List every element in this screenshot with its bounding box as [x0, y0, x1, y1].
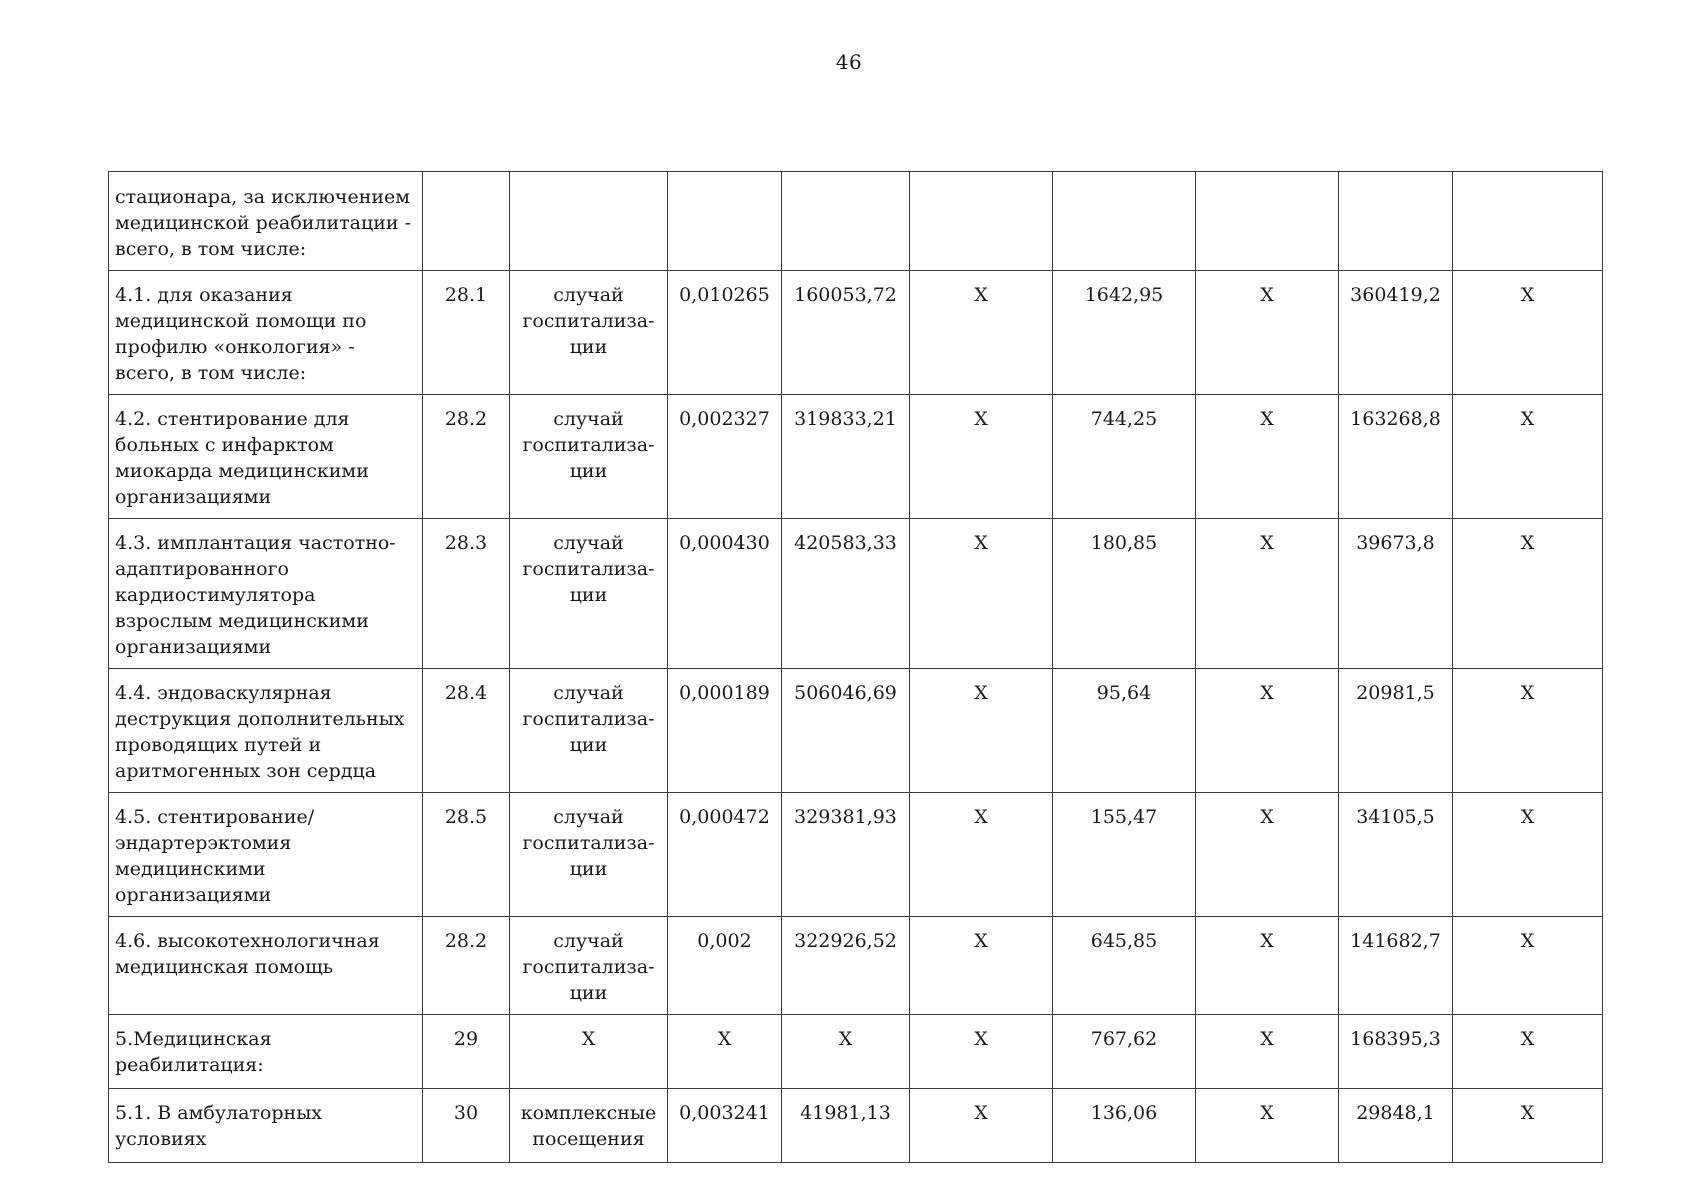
value-cell: Х: [1196, 1015, 1339, 1089]
line-number-cell: 29: [423, 1015, 510, 1089]
value-cell: 163268,8: [1339, 395, 1453, 519]
row-name-cell: 4.1. для оказания медицинской помощи по профилю «онкология» - всего, в том числе:: [109, 271, 423, 395]
value-cell: Х: [910, 793, 1053, 917]
value-cell: [910, 172, 1053, 271]
table-row: [109, 793, 1603, 917]
unit-cell: случай госпитализа-ции: [510, 793, 668, 917]
row-name-cell: 4.4. эндоваскулярная деструкция дополнительных проводящих путей и аритмогенных зон сердца: [109, 669, 423, 793]
value-cell: 155,47: [1053, 793, 1196, 917]
line-number-cell: 28.2: [423, 917, 510, 1015]
line-number-cell: [423, 172, 510, 271]
value-cell: 744,25: [1053, 395, 1196, 519]
value-cell: Х: [910, 917, 1053, 1015]
norm-cost-cell: 329381,93: [782, 793, 910, 917]
value-cell: Х: [1196, 519, 1339, 669]
norm-cost-cell: 420583,33: [782, 519, 910, 669]
table-row: [109, 271, 1603, 395]
value-cell: 168395,3: [1339, 1015, 1453, 1089]
line-number-cell: 28.5: [423, 793, 510, 917]
line-number-cell: 30: [423, 1089, 510, 1163]
value-cell: 136,06: [1053, 1089, 1196, 1163]
table-row: [109, 1089, 1603, 1163]
value-cell: Х: [1196, 395, 1339, 519]
value-cell: [1053, 172, 1196, 271]
financing-table: [108, 171, 1603, 1163]
value-cell: Х: [1453, 271, 1603, 395]
value-cell: Х: [1196, 917, 1339, 1015]
value-cell: [1339, 172, 1453, 271]
value-cell: Х: [1196, 669, 1339, 793]
row-name-cell: 4.3. имплантация частотно-адаптированного кардиостимулятора взрослым медицинскими организациями: [109, 519, 423, 669]
value-cell: 29848,1: [1339, 1089, 1453, 1163]
row-name-cell: 4.2. стентирование для больных с инфарктом миокарда медицинскими организациями: [109, 395, 423, 519]
line-number-cell: 28.2: [423, 395, 510, 519]
value-cell: Х: [1453, 395, 1603, 519]
value-cell: Х: [910, 1015, 1053, 1089]
norm-volume-cell: 0,003241: [668, 1089, 782, 1163]
value-cell: Х: [1453, 669, 1603, 793]
value-cell: Х: [910, 1089, 1053, 1163]
table-row: [109, 395, 1603, 519]
value-cell: Х: [1196, 1089, 1339, 1163]
line-number-cell: 28.1: [423, 271, 510, 395]
unit-cell: Х: [510, 1015, 668, 1089]
line-number-cell: 28.4: [423, 669, 510, 793]
norm-volume-cell: 0,000430: [668, 519, 782, 669]
value-cell: Х: [910, 395, 1053, 519]
row-name-cell: 5.Медицинская реабилитация:: [109, 1015, 423, 1089]
value-cell: Х: [1453, 917, 1603, 1015]
value-cell: Х: [1196, 271, 1339, 395]
norm-cost-cell: [782, 172, 910, 271]
row-name-cell: 4.5. стентирование/эндартерэктомия медицинскими организациями: [109, 793, 423, 917]
value-cell: 1642,95: [1053, 271, 1196, 395]
norm-cost-cell: Х: [782, 1015, 910, 1089]
norm-volume-cell: 0,000189: [668, 669, 782, 793]
value-cell: 360419,2: [1339, 271, 1453, 395]
value-cell: Х: [910, 669, 1053, 793]
table-row: [109, 172, 1603, 271]
value-cell: Х: [1453, 1015, 1603, 1089]
value-cell: 141682,7: [1339, 917, 1453, 1015]
norm-volume-cell: [668, 172, 782, 271]
line-number-cell: 28.3: [423, 519, 510, 669]
row-name-cell: 4.6. высокотехнологичная медицинская помощь: [109, 917, 423, 1015]
norm-volume-cell: 0,002327: [668, 395, 782, 519]
norm-volume-cell: 0,010265: [668, 271, 782, 395]
value-cell: [1453, 172, 1603, 271]
value-cell: 20981,5: [1339, 669, 1453, 793]
norm-cost-cell: 322926,52: [782, 917, 910, 1015]
value-cell: Х: [1196, 793, 1339, 917]
value-cell: [1196, 172, 1339, 271]
value-cell: Х: [910, 519, 1053, 669]
norm-volume-cell: 0,000472: [668, 793, 782, 917]
unit-cell: [510, 172, 668, 271]
table-row: [109, 1015, 1603, 1089]
value-cell: 767,62: [1053, 1015, 1196, 1089]
value-cell: 180,85: [1053, 519, 1196, 669]
table-row: [109, 917, 1603, 1015]
norm-volume-cell: 0,002: [668, 917, 782, 1015]
value-cell: 95,64: [1053, 669, 1196, 793]
unit-cell: комплексные посещения: [510, 1089, 668, 1163]
norm-cost-cell: 41981,13: [782, 1089, 910, 1163]
unit-cell: случай госпитализа-ции: [510, 917, 668, 1015]
table-row: [109, 669, 1603, 793]
unit-cell: случай госпитализа-ции: [510, 669, 668, 793]
value-cell: 34105,5: [1339, 793, 1453, 917]
unit-cell: случай госпитализа-ции: [510, 519, 668, 669]
value-cell: Х: [1453, 1089, 1603, 1163]
row-name-cell: стационара, за исключением медицинской реабилитации - всего, в том числе:: [109, 172, 423, 271]
value-cell: Х: [910, 271, 1053, 395]
unit-cell: случай госпитализа-ции: [510, 395, 668, 519]
page-number: 46: [835, 50, 863, 74]
value-cell: 39673,8: [1339, 519, 1453, 669]
value-cell: 645,85: [1053, 917, 1196, 1015]
norm-cost-cell: 160053,72: [782, 271, 910, 395]
norm-cost-cell: 319833,21: [782, 395, 910, 519]
row-name-cell: 5.1. В амбулаторных условиях: [109, 1089, 423, 1163]
value-cell: Х: [1453, 519, 1603, 669]
norm-cost-cell: 506046,69: [782, 669, 910, 793]
value-cell: Х: [1453, 793, 1603, 917]
unit-cell: случай госпитализа-ции: [510, 271, 668, 395]
norm-volume-cell: Х: [668, 1015, 782, 1089]
table-row: [109, 519, 1603, 669]
